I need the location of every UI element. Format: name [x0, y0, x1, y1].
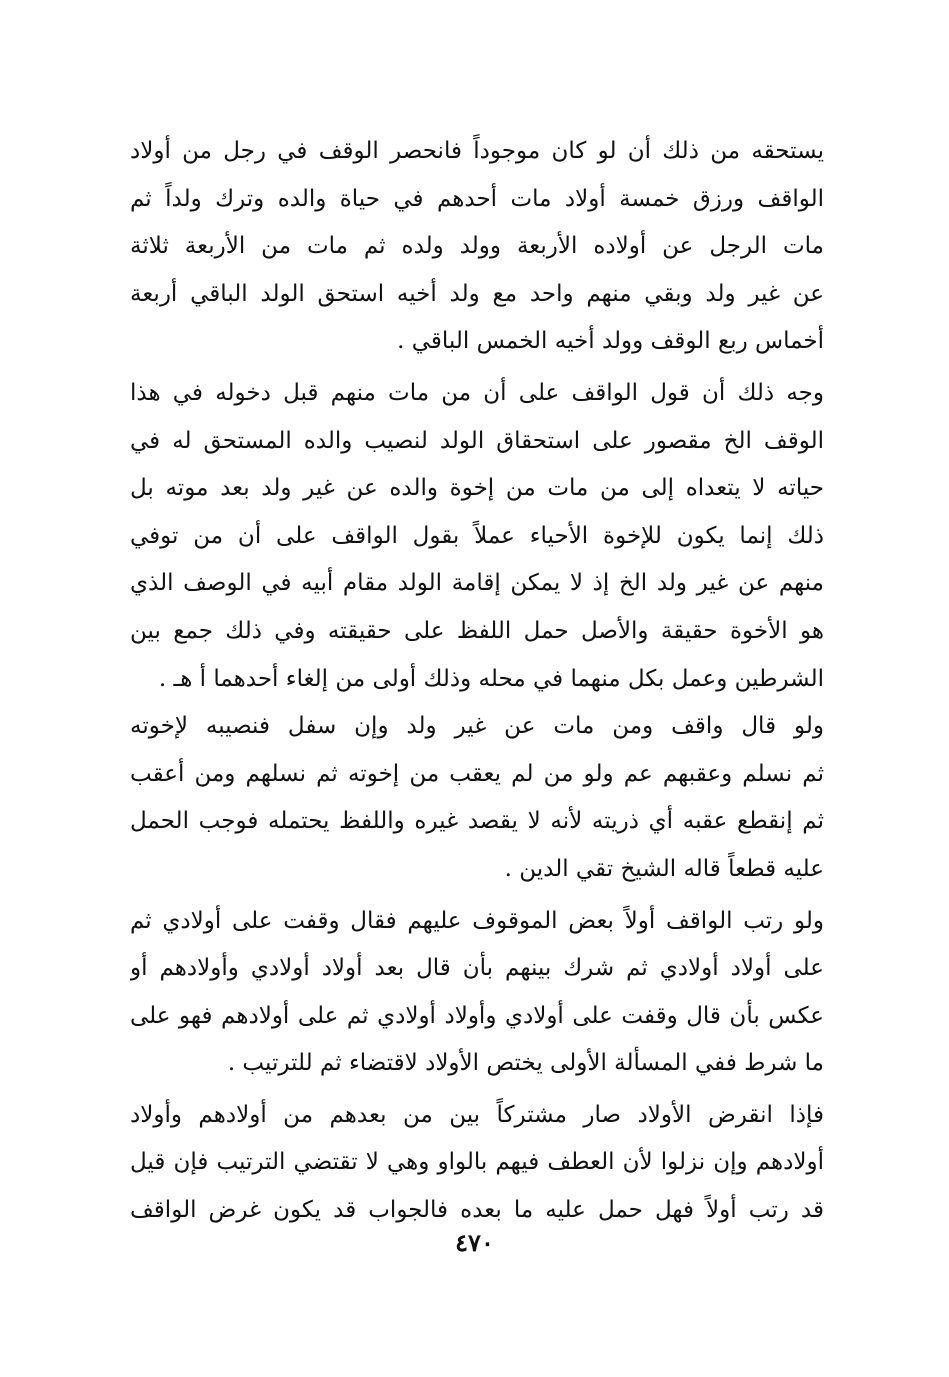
text-line: ثم نسلم وعقبهم عم ولو من لم يعقب من إخوته ثم نسلهم ومن أعقب	[130, 760, 824, 787]
text-line: وجه ذلك أن قول الواقف على أن من مات منهم قبل دخوله في هذا	[130, 379, 824, 406]
text-line: ولو رتب الواقف أولاً بعض الموقوف عليهم فقال وقفت على أولادي ثم	[130, 907, 824, 934]
text-line: ولو قال واقف ومن مات عن غير ولد وإن سفل فنصيبه لإخوته	[130, 713, 824, 740]
text-line: عن غير ولد وبقي منهم واحد مع ولد أخيه استحق الولد الباقي أربعة	[130, 280, 824, 307]
page-number: ٤٧٠	[455, 1228, 494, 1257]
text-line: الواقف ورزق خمسة أولاد مات أحدهم في حياة والده وترك ولداً ثم	[130, 185, 824, 212]
text-line: عكس بأن قال وقفت على أولادي وأولاد أولادي ثم على أولادهم فهو على	[130, 1002, 824, 1029]
text-line: مات الرجل عن أولاده الأربعة وولد ولده ثم مات من الأربعة ثلاثة	[130, 233, 824, 260]
text-line: الوقف الخ مقصور على استحقاق الولد لنصيب والده المستحق له في	[130, 427, 824, 454]
text-line: على أولاد أولادي ثم شرك بينهم بأن قال بعد أولاد أولادي وأولادهم أو	[130, 955, 824, 982]
text-line: منهم عن غير ولد الخ إذ لا يمكن إقامة الولد مقام أبيه في الوصف الذي	[130, 570, 824, 597]
text-line: حياته لا يتعداه إلى من مات من إخوة والده عن غير ولد بعد موته بل	[130, 475, 824, 502]
text-line: هو الأخوة حقيقة والأصل حمل اللفظ على حقيقته وفي ذلك جمع بين	[130, 617, 824, 644]
text-line: ما شرط ففي المسألة الأولى يختص الأولاد لاقتضاء ثم للترتيب .	[227, 1050, 824, 1077]
text-line: أولادهم وإن نزلوا لأن العطف فيهم بالواو وهي لا تقتضي الترتيب فإن قيل	[130, 1149, 824, 1176]
text-line: فإذا انقرض الأولاد صار مشتركاً بين من بعدهم من أولادهم وأولاد	[130, 1101, 824, 1128]
text-line: يستحقه من ذلك أن لو كان موجوداً فانحصر الوقف في رجل من أولاد	[130, 138, 824, 164]
text-line: الشرطين وعمل بكل منهما في محله وذلك أولى من إلغاء أحدهما أ هـ .	[158, 665, 824, 692]
text-line: قد رتب أولاً فهل حمل عليه ما بعده فالجواب قد يكون غرض الواقف	[130, 1197, 824, 1224]
text-line: أخماس ربع الوقف وولد أخيه الخمس الباقي .	[397, 328, 824, 355]
text-line: ذلك إنما يكون للإخوة الأحياء عملاً بقول الواقف على أن من توفي	[130, 522, 824, 549]
text-line: ثم إنقطع عقبه أي ذريته لأنه لا يقصد غيره واللفظ يحتمله فوجب الحمل	[130, 808, 824, 835]
body-text	[130, 128, 824, 1235]
text-line: عليه قطعاً قاله الشيخ تقي الدين .	[504, 855, 824, 882]
